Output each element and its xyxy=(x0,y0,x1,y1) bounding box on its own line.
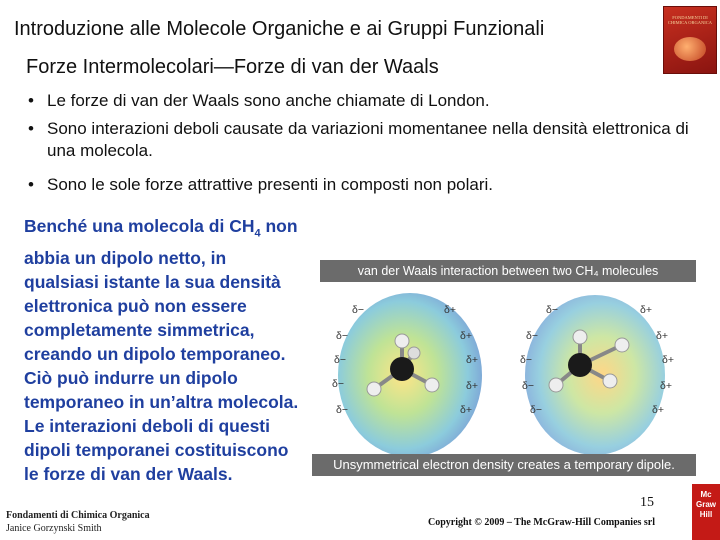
delta-minus-label: δ− xyxy=(522,380,534,392)
delta-minus-label: δ− xyxy=(546,304,558,316)
body-paragraph xyxy=(24,214,299,486)
delta-minus-label: δ− xyxy=(336,404,348,416)
delta-plus-label: δ+ xyxy=(466,380,478,392)
footer-author: Janice Gorzynski Smith xyxy=(6,523,102,534)
figure-caption-bottom: Unsymmetrical electron density creates a temporary dipole. xyxy=(312,454,696,476)
body-text-end: non abbia un dipolo netto, in qualsiasi istante la sua densità elettronica può non essere completamente simmetrica, creando un dipolo temporaneo. Ciò può indurre un dipolo temporaneo in un’altra molecola. Le interazioni deboli di questi dipoli temporanei costituiscono le forze di van der Waals. xyxy=(24,216,299,484)
bullet-item: • Le forze di van der Waals sono anche chiamate di London. xyxy=(26,90,691,112)
delta-plus-label: δ+ xyxy=(460,330,472,342)
delta-minus-label: δ− xyxy=(336,330,348,342)
footer-copyright: Copyright © 2009 – The McGraw-Hill Companies srl xyxy=(428,517,656,528)
book-cover-image xyxy=(663,6,717,74)
body-text-start: Benché una molecola di CH xyxy=(24,216,255,236)
delta-plus-label: δ+ xyxy=(656,330,668,342)
book-cover-title: FONDAMENTI DI CHIMICA ORGANICA xyxy=(667,15,713,25)
van-der-waals-figure xyxy=(310,257,695,479)
figure-caption-top: van der Waals interaction between two CH₄ molecules xyxy=(320,260,696,282)
delta-minus-label: δ− xyxy=(520,354,532,366)
delta-minus-label: δ− xyxy=(526,330,538,342)
delta-plus-label: δ+ xyxy=(660,380,672,392)
bullet-item: • Sono interazioni deboli causate da variazioni momentanee nella densità elettronica di una molecola. xyxy=(26,118,691,162)
slide-subtitle: Forze Intermolecolari—Forze di van der Waals xyxy=(26,56,439,78)
delta-plus-label: δ+ xyxy=(466,354,478,366)
delta-plus-label: δ+ xyxy=(652,404,664,416)
book-cover-art xyxy=(674,37,706,61)
delta-plus-label: δ+ xyxy=(662,354,674,366)
footer-book-title: Fondamenti di Chimica Organica xyxy=(6,510,150,521)
delta-plus-label: δ+ xyxy=(640,304,652,316)
body-subscript: 4 xyxy=(254,227,261,240)
delta-minus-label: δ− xyxy=(332,378,344,390)
publisher-logo: Mc Graw Hill xyxy=(692,484,720,540)
delta-plus-label: δ+ xyxy=(444,304,456,316)
slide-title: Introduzione alle Molecole Organiche e ai Gruppi Funzionali xyxy=(14,18,545,40)
slide-number: 15 xyxy=(640,495,654,510)
bullet-list xyxy=(26,90,691,202)
delta-minus-label: δ− xyxy=(334,354,346,366)
bullet-item: • Sono le sole forze attrattive presenti in composti non polari. xyxy=(26,174,691,196)
delta-minus-label: δ− xyxy=(352,304,364,316)
delta-minus-label: δ− xyxy=(530,404,542,416)
delta-plus-label: δ+ xyxy=(460,404,472,416)
